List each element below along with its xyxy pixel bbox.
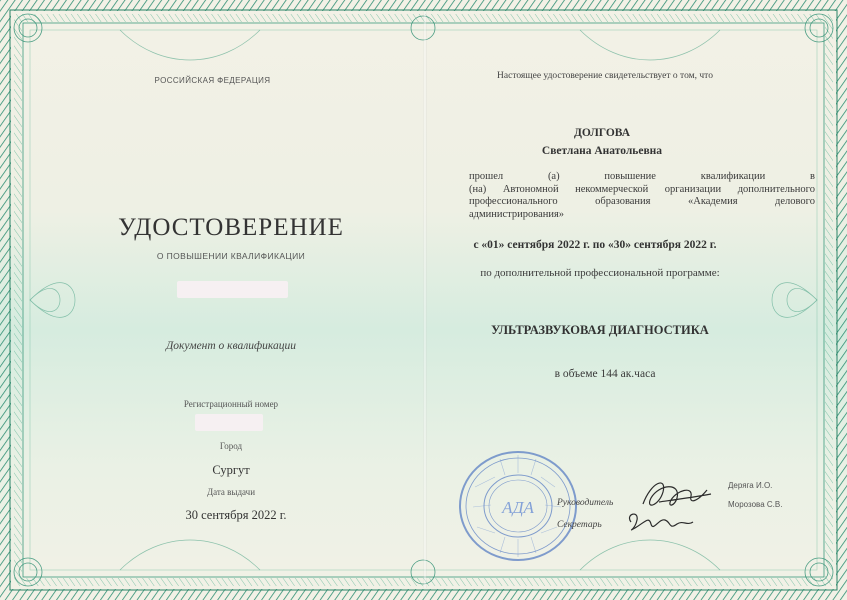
head-label: Руководитель	[557, 498, 614, 508]
word: квалификации	[700, 171, 766, 182]
paragraph-line	[469, 209, 815, 222]
document-type: Документ о квалификации	[165, 340, 297, 352]
redacted-series-number	[177, 281, 288, 298]
redacted-registration-number	[195, 414, 263, 431]
right-page	[425, 0, 847, 600]
word: прошел	[469, 171, 504, 182]
recipient-surname: ДОЛГОВА	[573, 127, 631, 139]
word: образования	[595, 196, 651, 207]
word: (а)	[547, 171, 560, 182]
issue-date-label: Дата выдачи	[206, 487, 256, 497]
program-name: УЛЬТРАЗВУКОВАЯ ДИАГНОСТИКА	[491, 323, 709, 337]
word: делового	[775, 196, 815, 207]
word: профессионального	[469, 196, 558, 207]
secretary-signature	[621, 506, 701, 540]
city-value: Сургут	[212, 463, 250, 477]
word: дополнительного	[737, 183, 815, 195]
study-period: с «01» сентября 2022 г. по «30» сентября 2022 г.	[473, 239, 717, 251]
program-label: по дополнительной профессиональной программе:	[480, 267, 720, 279]
document-title: УДОСТОВЕРЕНИЕ	[118, 214, 344, 241]
seal-logo-text: АДА	[502, 498, 534, 517]
word: Автономной	[502, 183, 559, 195]
hours-volume: в объеме 144 ак.часа	[554, 368, 656, 380]
paragraph-line	[469, 196, 815, 209]
word: организации	[664, 183, 722, 195]
word: администрирования»	[469, 208, 565, 220]
registration-label: Регистрационный номер	[183, 399, 279, 409]
intro-text: Настоящее удостоверение свидетельствует о том, что	[497, 71, 713, 81]
word: повышение	[604, 171, 656, 182]
secretary-name: Морозова С.В.	[728, 500, 783, 509]
issue-date-value: 30 сентября 2022 г.	[185, 508, 287, 522]
secretary-label: Секретарь	[557, 520, 602, 530]
city-label: Город	[219, 441, 243, 451]
recipient-given-names: Светлана Анатольевна	[541, 145, 663, 157]
word: некоммерческой	[575, 183, 649, 195]
country-label: РОССИЙСКАЯ ФЕДЕРАЦИЯ	[154, 76, 271, 85]
paragraph-line	[469, 171, 815, 184]
word: в	[810, 171, 815, 182]
paragraph-line	[469, 184, 815, 197]
word: «Академия	[688, 196, 738, 207]
word: (на)	[469, 183, 487, 195]
head-name: Деряга И.О.	[728, 481, 773, 490]
completion-paragraph	[469, 171, 815, 221]
document-subtitle: О ПОВЫШЕНИИ КВАЛИФИКАЦИИ	[156, 251, 306, 261]
